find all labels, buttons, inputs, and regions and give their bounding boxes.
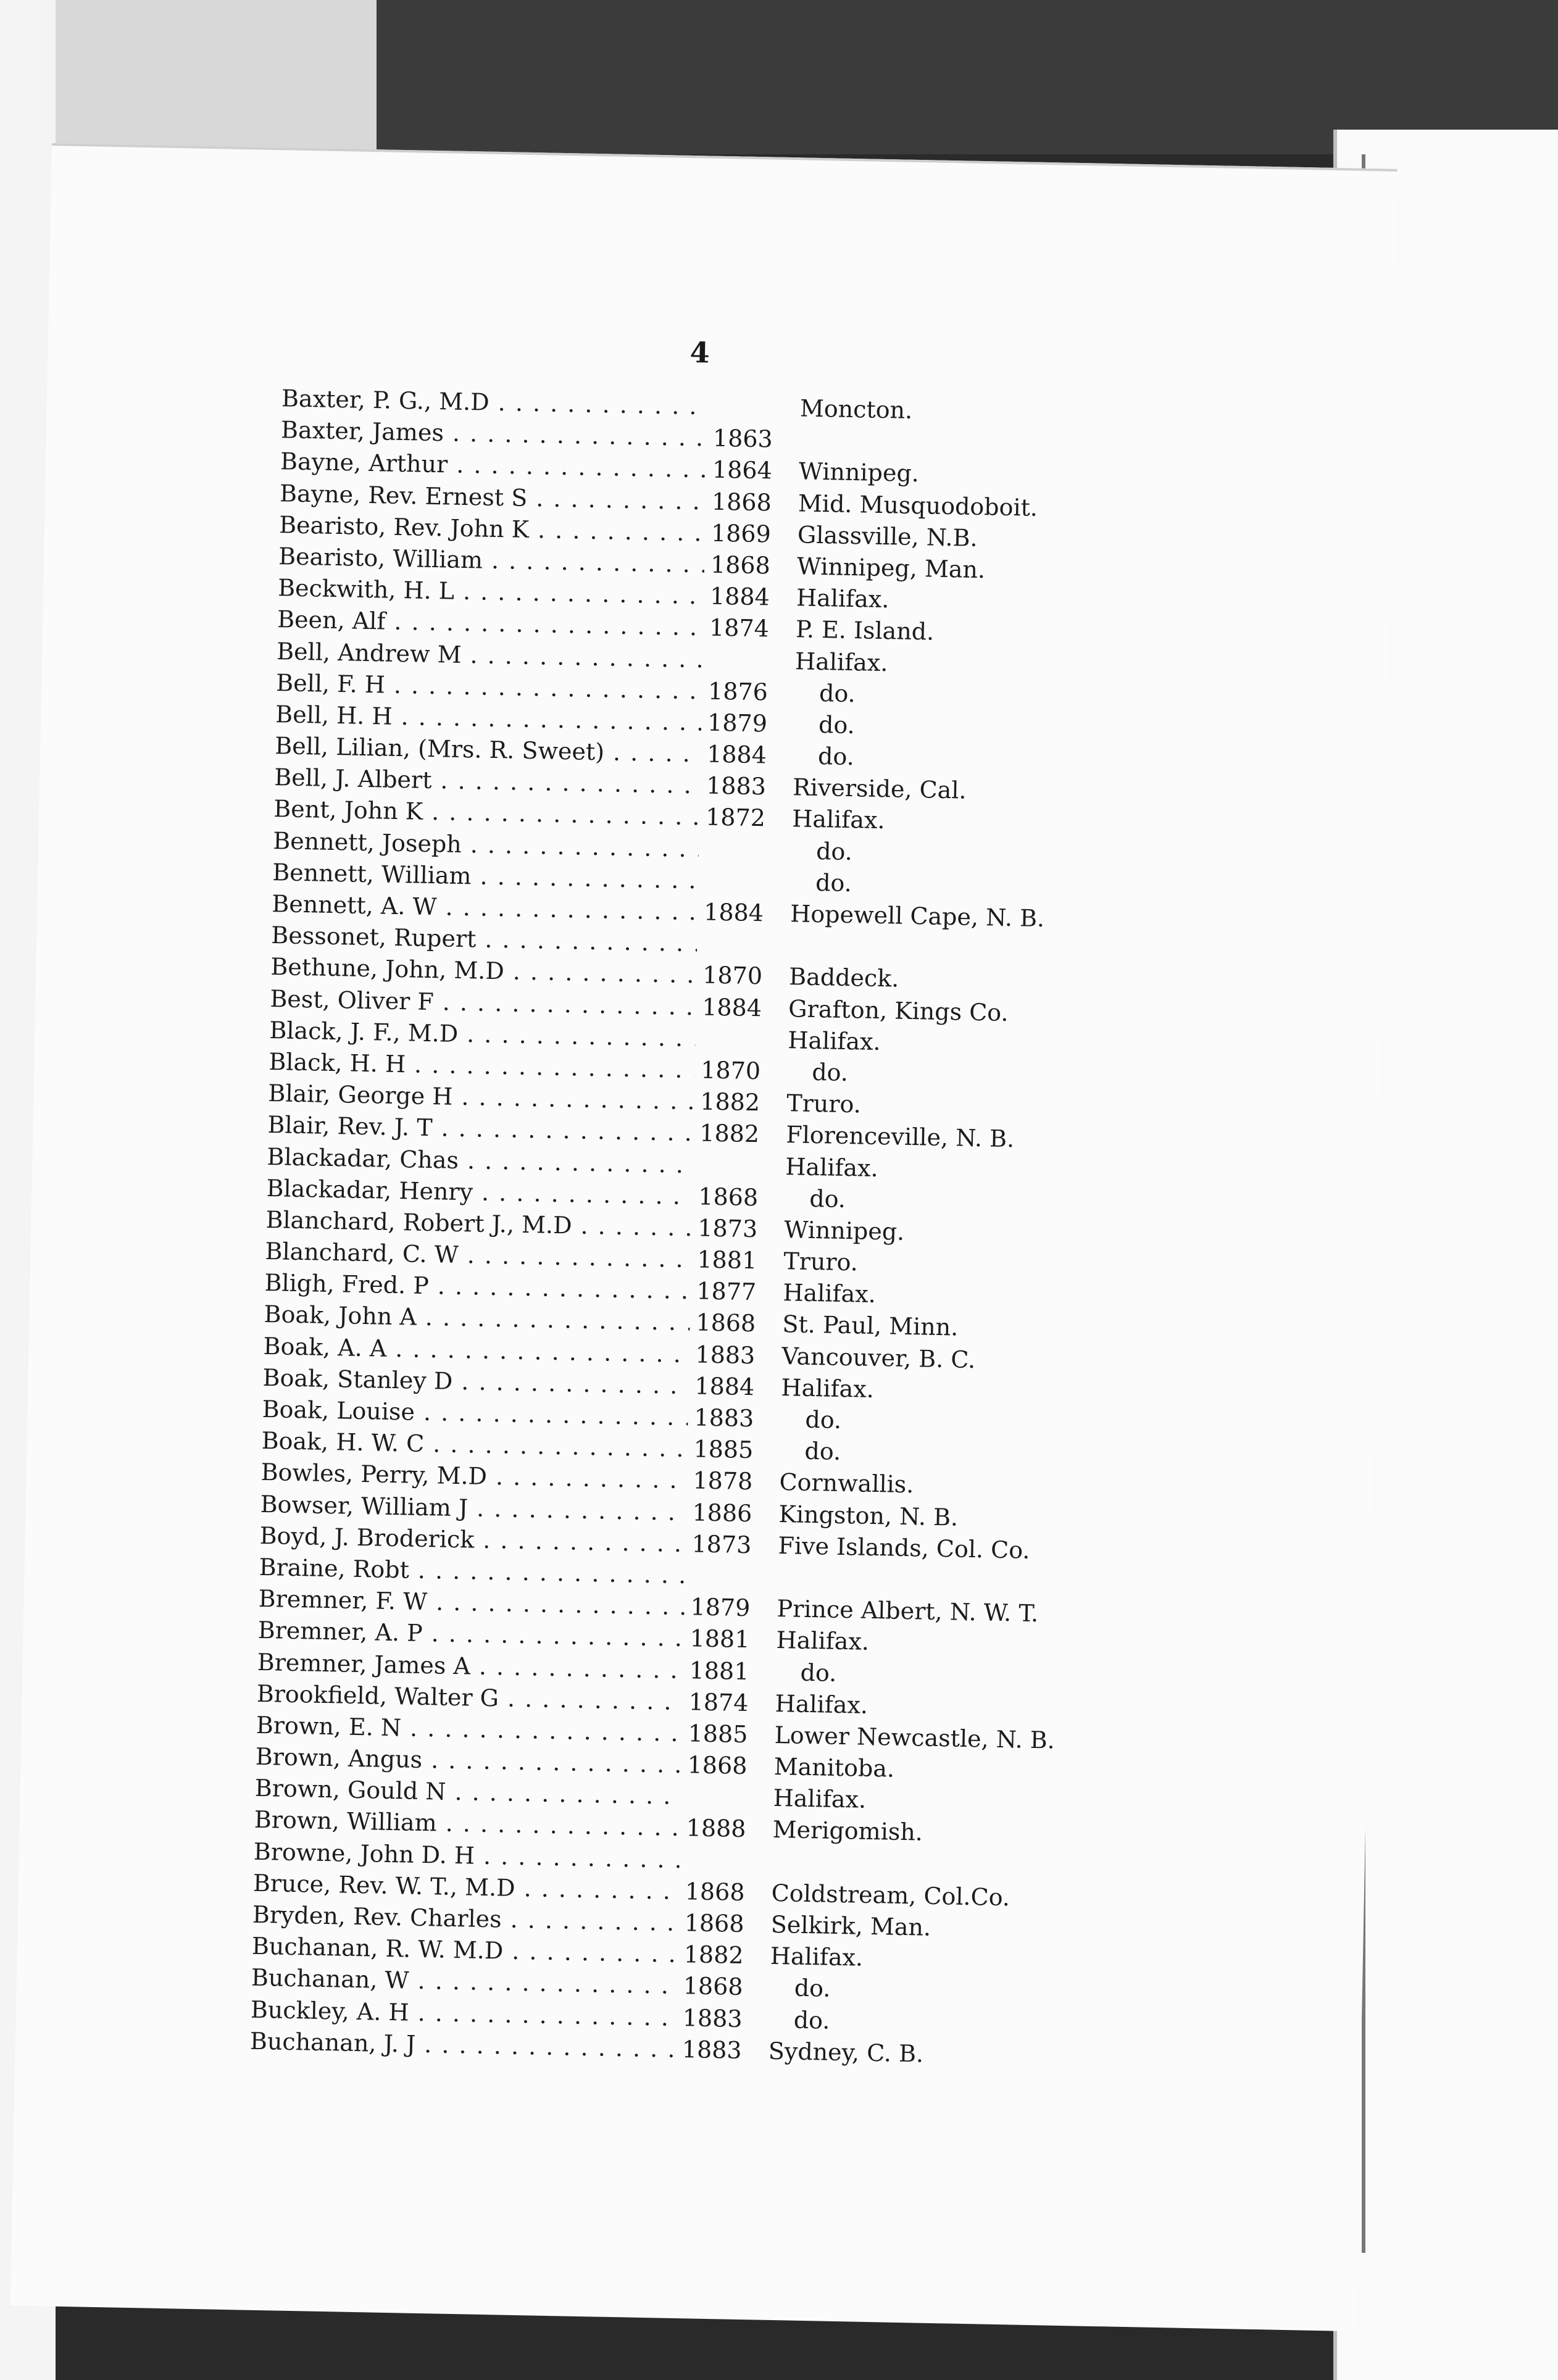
entry-year: 1883 (695, 1341, 756, 1369)
entry-name: Beckwith, H. L . . . (278, 574, 704, 609)
entry-place: St. Paul, Minn. (782, 1310, 959, 1341)
entry-list (249, 385, 1393, 2080)
entry-year: 1868 (711, 488, 772, 517)
entry-name: Brown, Angus . . . (255, 1743, 681, 1778)
entry-year: 1874 (709, 614, 770, 643)
entry-year: 1870 (702, 961, 763, 990)
entry-place: Halifax. (783, 1279, 877, 1309)
entry-place: P. E. Island. (795, 615, 935, 646)
entry-place: do. (805, 1405, 842, 1434)
entry-name: Bruce, Rev. W. T., M.D . . . (253, 1870, 680, 1905)
entry-place: Halifax. (776, 1626, 870, 1656)
entry-place: Selkirk, Man. (770, 1910, 931, 1941)
entry-name: Brown, William . . . (254, 1806, 680, 1841)
entry-name: Bent, John K . . . (273, 796, 700, 831)
entry-name: Buckley, A. H . . . (251, 1995, 677, 2031)
entry-place: do. (809, 1184, 846, 1213)
entry-place: Baddeck. (788, 963, 899, 992)
entry-place: Halifax. (794, 647, 888, 676)
entry-place: Truro. (786, 1089, 862, 1118)
entry-place: Florenceville, N. B. (785, 1121, 1015, 1153)
entry-place: Halifax. (773, 1784, 867, 1814)
entry-name: Braine, Robt . . . (259, 1554, 685, 1589)
entry-name: Brown, E. N . . . (256, 1712, 682, 1747)
entry-name: Blanchard, C. W . . . (265, 1238, 691, 1273)
entry-name: Bligh, Fred. P . . . (264, 1269, 691, 1304)
entry-name: Bell, Andrew M . . . (277, 638, 703, 673)
entry-year: 1868 (684, 1909, 744, 1938)
entry-year: 1877 (696, 1277, 757, 1306)
entry-year: 1864 (712, 456, 773, 485)
entry-name: Boyd, J. Broderick . . . (259, 1522, 686, 1557)
entry-year: 1879 (690, 1593, 751, 1622)
entry-year: 1873 (691, 1530, 752, 1558)
entry-place: Hopewell Cape, N. B. (789, 900, 1045, 933)
entry-place: Halifax. (787, 1026, 881, 1055)
entry-place: Coldstream, Col.Co. (771, 1879, 1010, 1912)
entry-place: do. (817, 743, 855, 771)
entry-year: 1868 (687, 1751, 748, 1780)
entry-place: do. (811, 1058, 849, 1086)
entry-place: Glassville, N.B. (797, 521, 978, 552)
entry-place: Halifax. (785, 1152, 879, 1182)
entry-year: 1883 (681, 2035, 743, 2064)
entry-year: 1885 (688, 1720, 748, 1748)
entry-name: Bearisto, Rev. John K . . . (279, 511, 706, 546)
entry-name: Bowser, William J . . . (260, 1490, 686, 1525)
entry-year: 1881 (689, 1625, 750, 1654)
entry-year: 1884 (694, 1372, 755, 1401)
entry-place: Lower Newcastle, N. B. (774, 1721, 1056, 1754)
entry-year: 1876 (707, 677, 769, 706)
entry-name: Baxter, P. G., M.D . . . (281, 385, 708, 420)
entry-place: Winnipeg. (798, 457, 920, 488)
entry-place: Halifax. (770, 1942, 864, 1971)
entry-year: 1873 (698, 1214, 758, 1243)
entry-place: Cornwallis. (779, 1468, 914, 1499)
entry-name: Blair, Rev. J. T . . . (267, 1111, 694, 1146)
page-number: 4 (689, 335, 710, 370)
entry-name: Bayne, Rev. Ernest S . . . (280, 480, 706, 515)
entry-name: Brookfield, Walter G . . . (256, 1680, 683, 1715)
entry-name: Bennett, Joseph . . . (273, 827, 699, 862)
entry-name: Bessonet, Rupert . . . (271, 922, 698, 957)
entry-name: Browne, John D. H . . . (254, 1837, 680, 1873)
entry-name: Buchanan, J. J . . . (250, 2027, 677, 2062)
entry-place: do. (804, 1437, 841, 1466)
entry-name: Buchanan, W . . . (251, 1964, 678, 1999)
entry-name: Bell, F. H . . . (276, 669, 702, 704)
entry-name: Bayne, Arthur . . . (280, 448, 707, 483)
register-page (10, 143, 1398, 2331)
entry-place: Vancouver, B. C. (781, 1342, 976, 1373)
entry-name: Boak, Stanley D . . . (262, 1364, 689, 1399)
entry-year: 1878 (693, 1467, 753, 1496)
entry-year: 1881 (697, 1246, 757, 1275)
entry-place: Truro. (783, 1247, 859, 1276)
entry-name: Blair, George H . . . (268, 1080, 694, 1115)
entry-place: do. (815, 868, 852, 897)
entry-place: Prince Albert, N. W. T. (777, 1595, 1039, 1628)
entry-name: Bremner, James A . . . (257, 1648, 683, 1683)
entry-year: 1874 (688, 1687, 749, 1716)
entry-place: Winnipeg. (784, 1215, 905, 1246)
entry-name: Brown, Gould N . . . (254, 1775, 681, 1810)
entry-place: Merigomish. (772, 1816, 923, 1847)
entry-year: 1888 (686, 1814, 746, 1843)
entry-name: Bell, H. H . . . (275, 701, 702, 736)
entry-year: 1883 (682, 2003, 743, 2033)
entry-name: Bennett, William . . . (272, 859, 699, 894)
entry-place: do. (794, 1974, 831, 2003)
entry-name: Bearisto, William . . . (278, 543, 705, 578)
entry-place: Halifax. (781, 1373, 875, 1403)
entry-year: 1869 (710, 519, 772, 548)
entry-name: Blackadar, Henry . . . (266, 1175, 693, 1210)
entry-year: 1868 (685, 1878, 745, 1906)
entry-place: do. (818, 710, 856, 739)
entry-year: 1882 (683, 1941, 744, 1970)
entry-year: 1872 (705, 803, 766, 832)
entry-name: Bremner, F. W . . . (258, 1585, 685, 1620)
entry-year: 1885 (693, 1435, 754, 1464)
entry-year: 1883 (706, 772, 767, 801)
entry-place: do. (800, 1658, 837, 1687)
entry-name: Boak, John A . . . (264, 1300, 690, 1336)
entry-year: 1868 (683, 1972, 743, 2001)
scan-top-light-area (56, 0, 377, 154)
entry-place: Halifax. (796, 584, 889, 614)
entry-year: 1882 (699, 1088, 760, 1117)
entry-year: 1863 (712, 424, 773, 453)
entry-year: 1884 (709, 582, 770, 611)
entry-name: Bremner, A. P . . . (257, 1616, 684, 1652)
entry-name: Black, H. H . . . (269, 1048, 695, 1083)
entry-year: 1868 (710, 551, 771, 580)
entry-year: 1868 (698, 1183, 759, 1211)
entry-name: Boak, H. W. C . . . (261, 1427, 688, 1462)
entry-name: Best, Oliver F . . . (270, 985, 696, 1020)
entry-year: 1879 (707, 709, 768, 738)
entry-year (714, 393, 788, 394)
entry-place: Moncton. (799, 394, 913, 424)
entry-name: Bryden, Rev. Charles . . . (252, 1901, 679, 1936)
entry-place: Kingston, N. B. (778, 1500, 959, 1531)
entry-year: 1884 (706, 740, 767, 769)
entry-name: Boak, Louise . . . (262, 1396, 688, 1431)
entry-place: Sydney, C. B. (768, 2037, 924, 2068)
entry-place: Manitoba. (773, 1753, 895, 1783)
entry-place: do. (819, 679, 856, 707)
entry-name: Black, J. F., M.D . . . (269, 1017, 696, 1052)
entry-place: Riverside, Cal. (792, 773, 967, 804)
entry-year: 1868 (696, 1309, 756, 1338)
entry-name: Blanchard, Robert J., M.D . . . (265, 1206, 692, 1241)
entry-place: Halifax. (775, 1689, 869, 1719)
entry-name: Bowles, Perry, M.D . . . (260, 1458, 687, 1494)
entry-place: Five Islands, Col. Co. (778, 1531, 1030, 1564)
entry-name: Bennett, A. W . . . (272, 890, 698, 925)
entry-year: 1870 (700, 1056, 761, 1085)
entry-place: Winnipeg, Man. (796, 552, 986, 584)
entry-year: 1882 (699, 1119, 760, 1148)
entry-place: Grafton, Kings Co. (788, 994, 1009, 1026)
entry-name: Baxter, James . . . (281, 416, 707, 451)
entry-name: Bethune, John, M.D . . . (270, 953, 697, 988)
entry-place: do. (815, 837, 853, 865)
entry-year: 1886 (692, 1498, 752, 1527)
entry-name: Boak, A. A . . . (263, 1333, 689, 1368)
entry-place: Halifax. (791, 805, 885, 834)
entry-year: 1884 (703, 898, 764, 927)
entry-place: Mid. Musquodoboit. (798, 489, 1038, 522)
entry-year: 1884 (701, 993, 762, 1021)
entry-year: 1883 (694, 1404, 754, 1433)
entry-name: Bell, J. Albert . . . (274, 764, 701, 799)
entry-year: 1881 (689, 1656, 749, 1685)
entry-name: Blackadar, Chas . . . (267, 1142, 693, 1178)
entry-name: Been, Alf . . . (277, 605, 704, 641)
entry-name: Bell, Lilian, (Mrs. R. Sweet) . . . (275, 732, 701, 767)
entry-name: Buchanan, R. W. M.D . . . (252, 1933, 678, 1968)
entry-place: do. (793, 2006, 830, 2034)
